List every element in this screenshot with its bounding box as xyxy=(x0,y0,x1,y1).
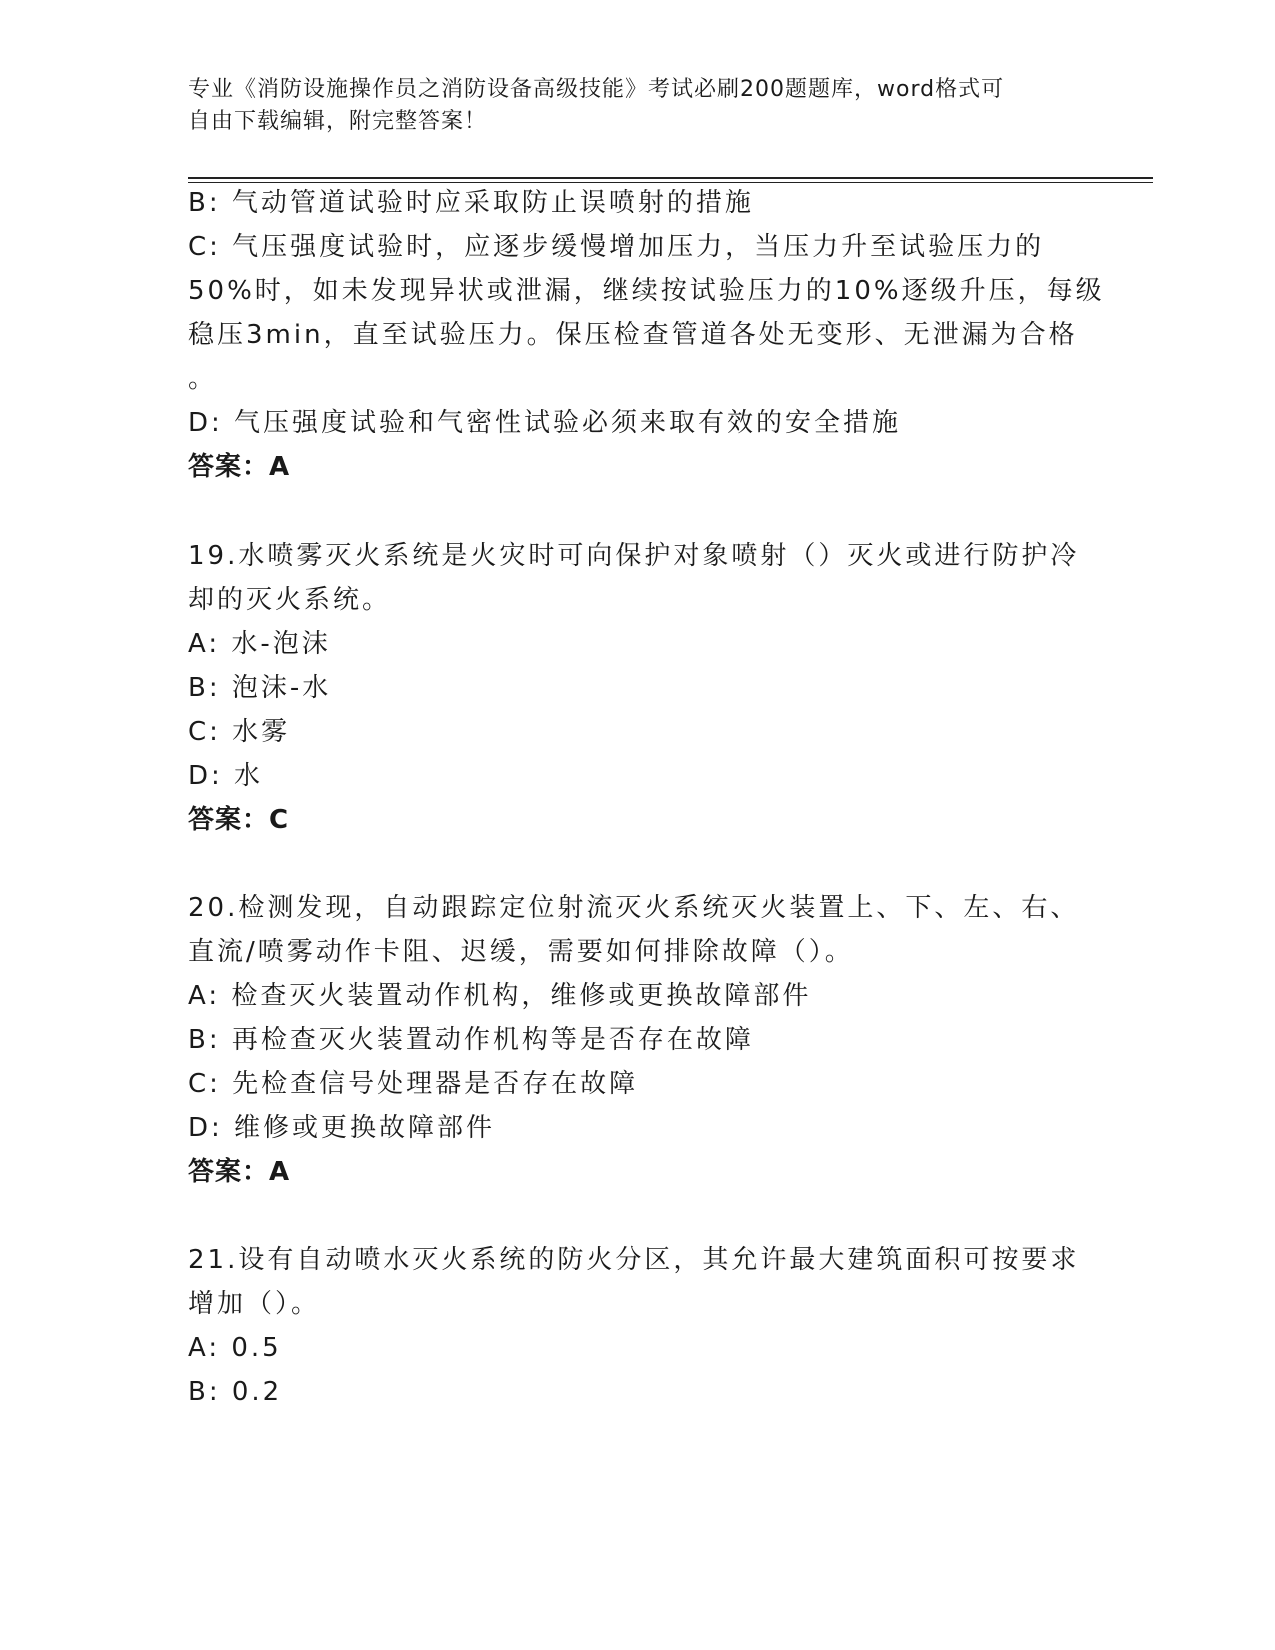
q20-option-c: C: 先检查信号处理器是否存在故障 xyxy=(188,1069,639,1099)
prev-answer: 答案：A xyxy=(188,452,291,482)
prev-option-c-line-4: 。 xyxy=(188,364,218,394)
prev-option-c-line-2: 50%时，如未发现异状或泄漏，继续按试验压力的10%逐级升压，每级 xyxy=(188,276,1105,306)
q20-option-d: D: 维修或更换故障部件 xyxy=(188,1113,496,1143)
q20-option-a: A: 检查灭火装置动作机构，维修或更换故障部件 xyxy=(188,981,812,1011)
q20-answer: 答案：A xyxy=(188,1157,291,1187)
q21-option-a: A: 0.5 xyxy=(188,1333,282,1363)
q19-stem-line-2: 却的灭火系统。 xyxy=(188,585,392,615)
header-divider-thick xyxy=(188,177,1153,179)
q20-stem-line-1: 20.检测发现，自动跟踪定位射流灭火系统灭火装置上、下、左、右、 xyxy=(188,893,1080,923)
prev-option-d: D: 气压强度试验和气密性试验必须来取有效的安全措施 xyxy=(188,408,902,438)
q19-answer: 答案：C xyxy=(188,805,290,835)
q21-option-b: B: 0.2 xyxy=(188,1377,283,1407)
header-line-2: 自由下载编辑，附完整答案！ xyxy=(188,109,488,134)
q20-stem-line-2: 直流/喷雾动作卡阻、迟缓，需要如何排除故障（）。 xyxy=(188,937,854,967)
q19-option-d: D: 水 xyxy=(188,761,264,791)
prev-option-b: B: 气动管道试验时应采取防止误喷射的措施 xyxy=(188,188,754,218)
prev-option-c-line-1: C: 气压强度试验时，应逐步缓慢增加压力，当压力升至试验压力的 xyxy=(188,232,1045,262)
q19-option-a: A: 水-泡沫 xyxy=(188,629,331,659)
q19-option-c: C: 水雾 xyxy=(188,717,291,747)
q21-stem-line-2: 增加（）。 xyxy=(188,1289,321,1319)
header-line-1: 专业《消防设施操作员之消防设备高级技能》考试必刷200题题库，word格式可 xyxy=(188,77,1005,102)
q20-option-b: B: 再检查灭火装置动作机构等是否存在故障 xyxy=(188,1025,754,1055)
q21-stem-line-1: 21.设有自动喷水灭火系统的防火分区，其允许最大建筑面积可按要求 xyxy=(188,1245,1080,1275)
q19-option-b: B: 泡沫-水 xyxy=(188,673,332,703)
header-divider-thin xyxy=(188,182,1153,183)
q19-stem-line-1: 19.水喷雾灭火系统是火灾时可向保护对象喷射（）灭火或进行防护冷 xyxy=(188,541,1080,571)
prev-option-c-line-3: 稳压3min，直至试验压力。保压检查管道各处无变形、无泄漏为合格 xyxy=(188,320,1078,350)
document-header xyxy=(188,74,1088,138)
